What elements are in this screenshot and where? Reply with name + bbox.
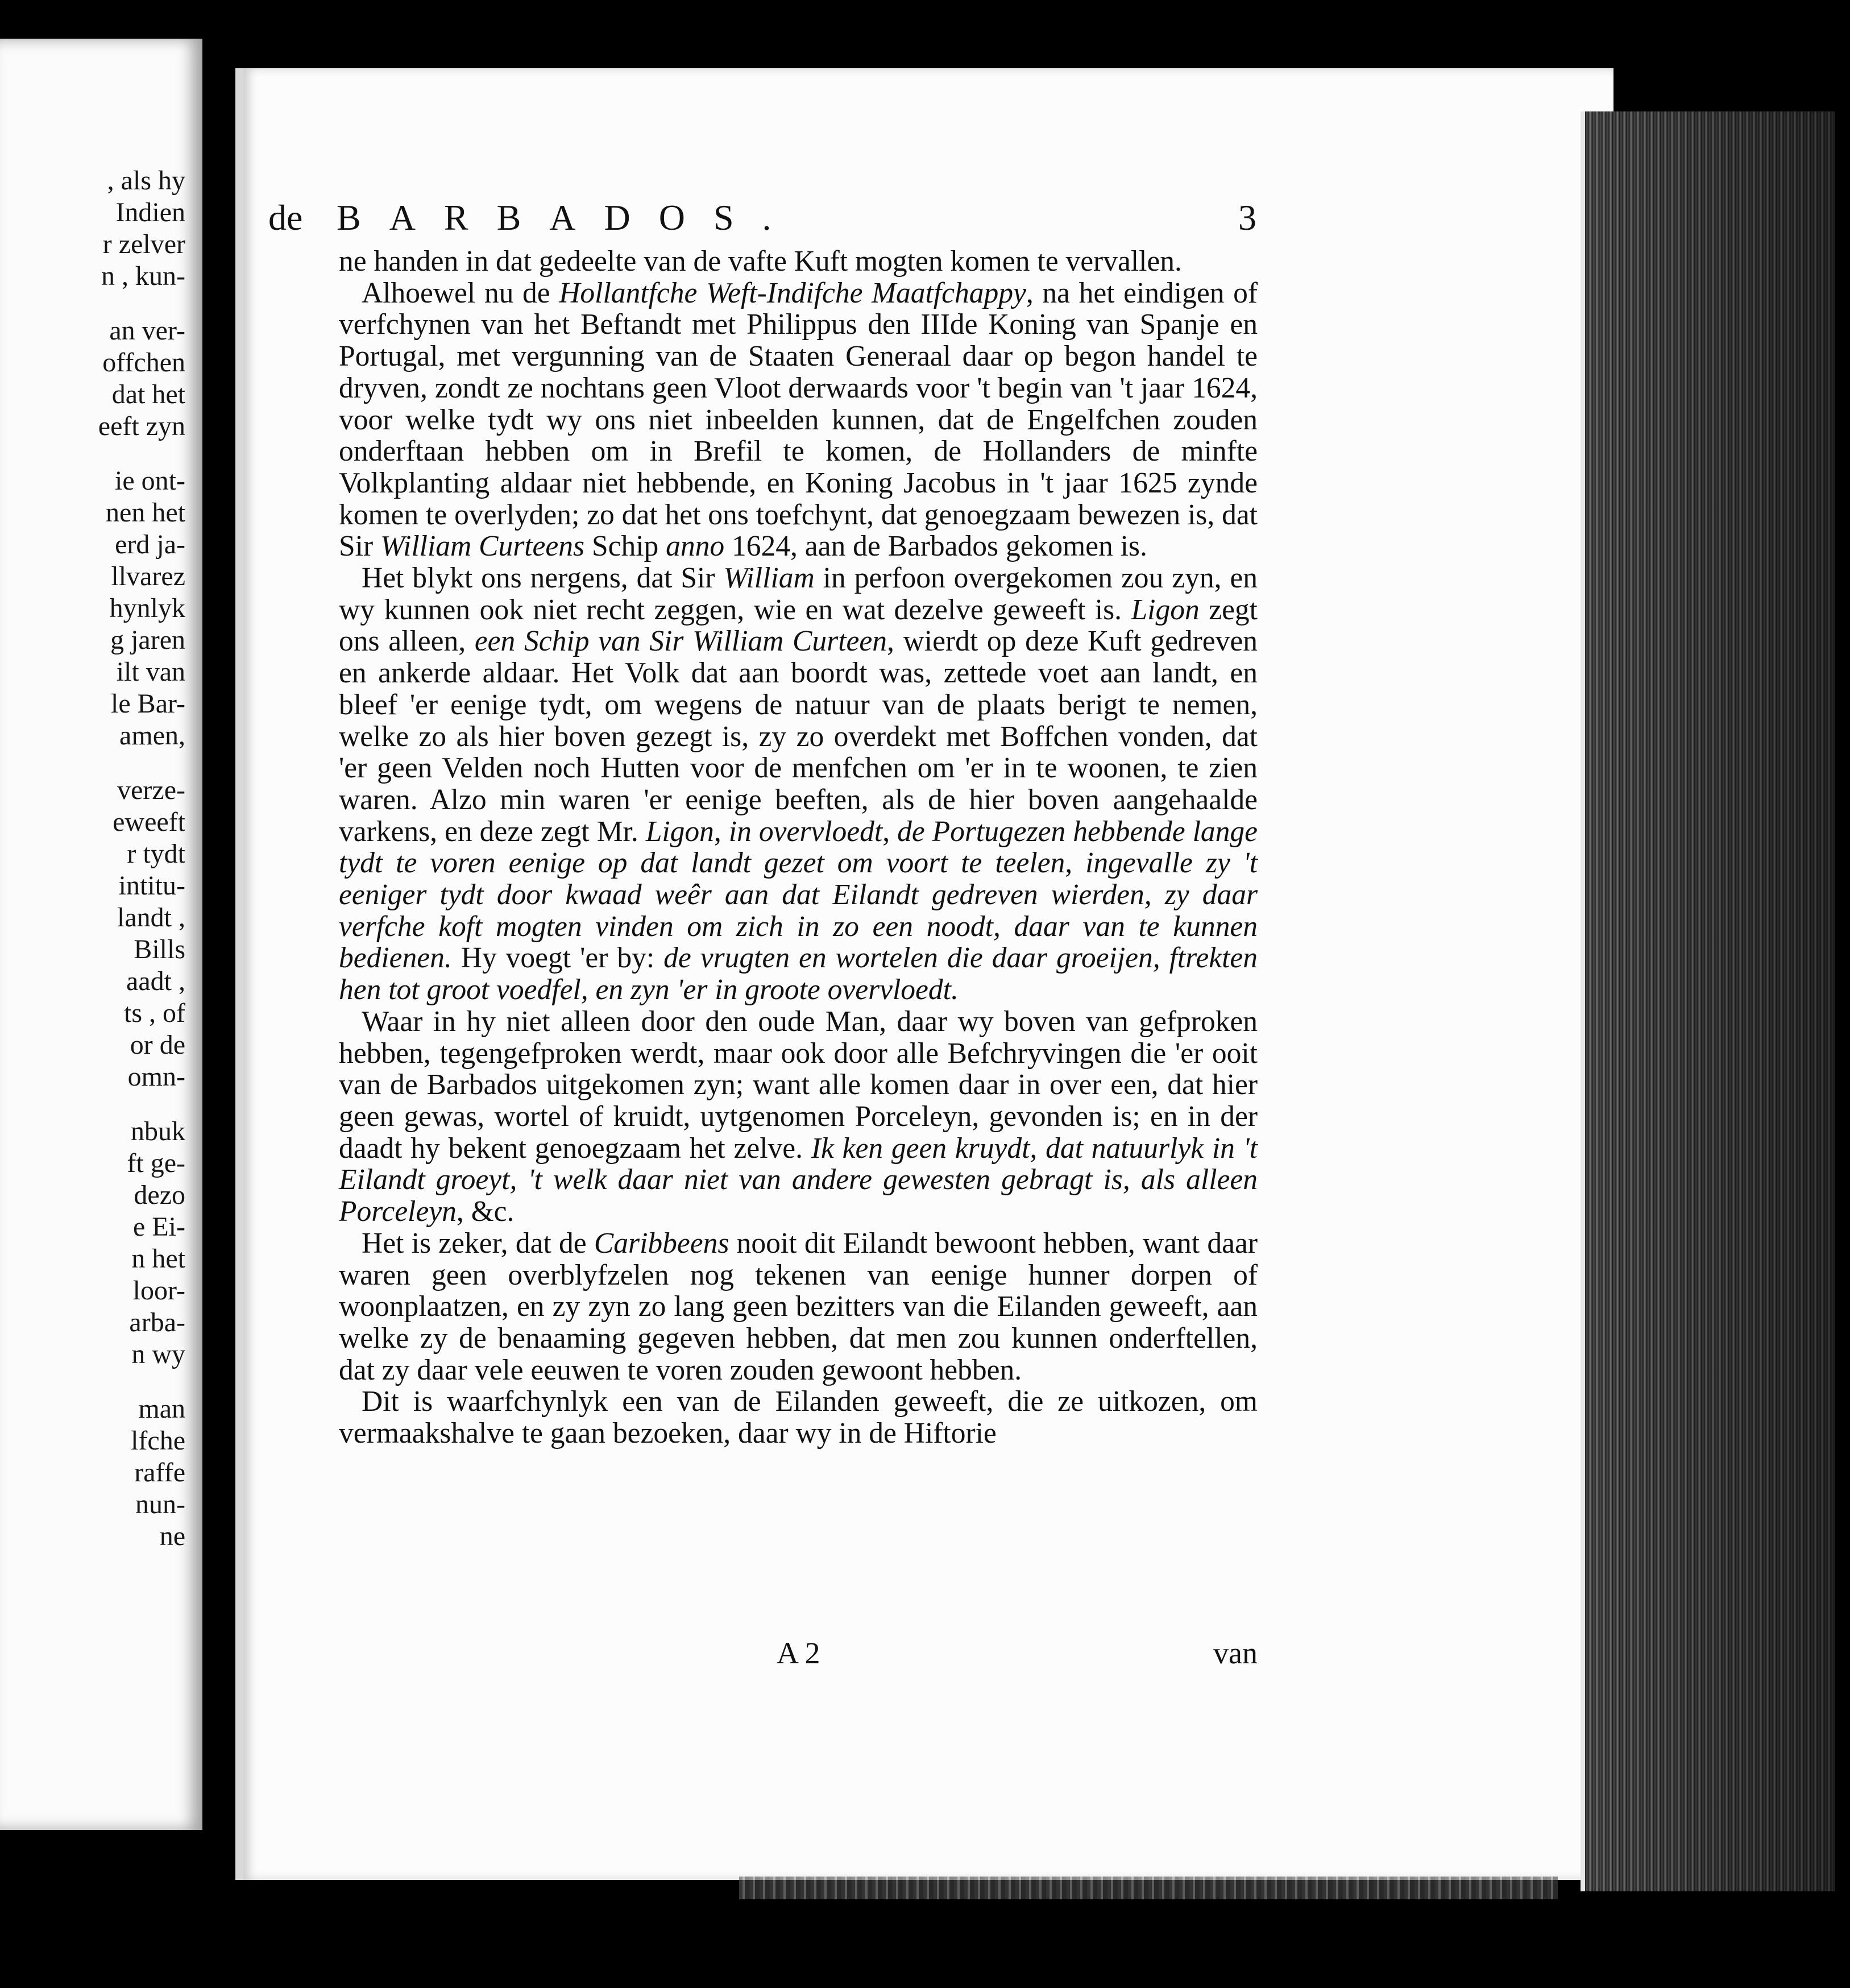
left-page-line: hynlyk bbox=[109, 593, 185, 623]
text-run: , bbox=[882, 815, 898, 848]
left-page-line: omn- bbox=[127, 1062, 185, 1092]
italic-run: Hollantfche Weft-Indifche Maatfchappy bbox=[559, 276, 1026, 309]
left-page-line: , als hy bbox=[107, 165, 185, 196]
left-page-line: raffe bbox=[134, 1457, 185, 1488]
left-page-line: n het bbox=[131, 1244, 185, 1274]
italic-run: anno bbox=[666, 530, 725, 563]
page-footer bbox=[339, 1635, 1258, 1672]
left-page-line: ie ont- bbox=[115, 466, 185, 496]
signature-mark: A 2 bbox=[777, 1636, 820, 1670]
italic-run: William bbox=[723, 562, 815, 595]
paragraph bbox=[339, 1228, 1258, 1386]
left-page-line: intitu- bbox=[118, 871, 185, 901]
body-text bbox=[339, 246, 1258, 1449]
running-head bbox=[268, 197, 1256, 237]
italic-run: de vrugten en wortelen die daar groeijen, ftrekten hen tot groot voedfel, en zyn 'er in groote overvloedt. bbox=[339, 942, 1258, 1007]
paragraph bbox=[339, 1006, 1258, 1228]
text-run: Hy voegt 'er by: bbox=[451, 942, 664, 975]
text-run: ne handen in dat gedeelte van de vafte Kuft mogten komen te vervallen. bbox=[339, 245, 1182, 278]
paragraph bbox=[339, 246, 1258, 278]
book-edge bbox=[1581, 111, 1835, 1891]
left-page-line: n wy bbox=[131, 1339, 185, 1369]
italic-run: Caribbeens bbox=[594, 1227, 729, 1260]
left-page-line: ne bbox=[159, 1521, 185, 1551]
text-run: Het blykt ons nergens, dat Sir bbox=[362, 562, 724, 595]
left-page-line: nen het bbox=[106, 498, 185, 528]
left-page-line: amen, bbox=[119, 720, 185, 751]
left-page-line: lfche bbox=[131, 1426, 185, 1456]
previous-page-fragment bbox=[0, 39, 202, 1830]
left-page-line: or de bbox=[130, 1030, 185, 1060]
left-page-line: g jaren bbox=[110, 625, 185, 655]
left-page-line: nun- bbox=[135, 1489, 185, 1519]
left-page-line: r zelver bbox=[102, 229, 185, 259]
text-run: nooit dit Eilandt bewoont hebben, want daar waren geen overblyfzelen nog tekenen van eenige hunner dorpen of woonplaatzen, en zy zyn zo lang geen bezitters van die Eilanden geweeft, aan welke zy de benaaming gegeven hebben, dat men zou kunnen onderftellen, dat zy daar vele eeuwen te voren zouden gewoont hebben. bbox=[339, 1227, 1258, 1386]
left-page-line: Bills bbox=[134, 934, 185, 964]
left-page-line: dezo bbox=[134, 1180, 185, 1210]
italic-run: in overvloedt bbox=[728, 815, 883, 848]
left-page-line: dat het bbox=[111, 379, 185, 409]
paragraph bbox=[339, 562, 1258, 1006]
italic-run: Ligon bbox=[645, 815, 714, 848]
text-run: , &c. bbox=[456, 1195, 515, 1228]
left-page-line: eeft zyn bbox=[98, 411, 185, 441]
left-page-line: n , kun- bbox=[101, 261, 185, 291]
text-run: Dit is waarfchynlyk een van de Eilanden geweeft, die ze uitkozen, om vermaakshalve te gaan bezoeken, daar wy in de Hiftorie bbox=[339, 1385, 1258, 1450]
left-page-line: e Ei- bbox=[133, 1212, 185, 1242]
italic-run: Ligon bbox=[1131, 593, 1200, 626]
left-page-line: eweeft bbox=[113, 807, 185, 837]
text-run: Schip bbox=[584, 530, 666, 563]
text-run: in perfoon overgekomen zou zyn, en wy kunnen ook niet recht zeggen, wie en wat dezelve geweeft is. bbox=[339, 562, 1258, 626]
left-page-line: aadt , bbox=[126, 966, 185, 996]
italic-run: de Portugezen hebbende lange tydt te voren eenige op dat landt gezet om voort te teelen, ingevalle zy 't eeniger tydt door kwaad weêr aan dat Eilandt gedreven wierden, zy daar verfche koft mogten vinden om zich in zo een noodt, daar van te kunnen bedienen. bbox=[339, 815, 1258, 975]
text-run: , wierdt op deze Kuft gedreven en ankerde aldaar. Het Volk dat aan boordt was, zettede voet aan landt, en bleef 'er eenige tydt, om wegens de natuur van de plaats berigt te nemen, welke zo als hier boven gezegt is, zy zo overdekt met Boffchen vonden, dat 'er geen Velden noch Hutten voor de menfchen om 'er in te woonen, te zien waren. Alzo min waren 'er eenige beeften, als de hier boven aangehaalde varkens, en deze zegt Mr. bbox=[339, 625, 1258, 848]
text-run: Waar in hy niet alleen door den oude Man, daar wy boven van gefproken hebben, tegengefproken werdt, maar ook door alle Befchryvingen die 'er ooit van de Barbados uitgekomen zyn; want alle komen daar in over een, dat hier geen gewas, wortel of kruidt, uytgenomen Porceleyn, gevonden is; en in der daadt hy bekent genoegzaam het zelve. bbox=[339, 1005, 1258, 1165]
left-page-line: man bbox=[138, 1394, 185, 1424]
text-run: Het is zeker, dat de bbox=[362, 1227, 594, 1260]
paragraph bbox=[339, 1386, 1258, 1449]
left-page-line: loor- bbox=[132, 1275, 185, 1306]
paragraph bbox=[339, 278, 1258, 562]
text-run: zegt ons alleen, bbox=[339, 593, 1258, 658]
left-page-line: landt , bbox=[117, 902, 185, 933]
left-page-line: r tydt bbox=[127, 839, 185, 869]
text-run: , na het eindigen of verfchynen van het Beftandt met Philippus den IIIde Koning van Spanje en Portugal, met vergunning van de Staaten Generaal daar op begon handel te dryven, zondt ze nochtans geen Vloot derwaards voor 't begin van 't jaar 1624, voor welke tydt wy ons niet inbeelden kunnen, dat de Engelfchen zouden onderftaan hebben om in Brefil te komen, de Hollanders de minfte Volkplanting aldaar niet hebbende, en Koning Jacobus in 't jaar 1625 zynde komen te overlyden; zo dat het ons toefchynt, dat genoegzaam bewezen is, dat Sir bbox=[339, 276, 1258, 563]
running-head-title: BARBADOS. bbox=[337, 197, 800, 238]
left-page-line: le Bar- bbox=[111, 689, 185, 719]
italic-run: Ik ken geen kruydt, dat natuurlyk in 't Eilandt groeyt, 't welk daar niet van andere gewesten gebragt is, als alleen Porceleyn bbox=[339, 1132, 1258, 1228]
left-page-line: arba- bbox=[129, 1307, 185, 1337]
text-run: , bbox=[714, 815, 729, 848]
text-run: Alhoewel nu de bbox=[362, 276, 559, 309]
text-run: 1624, aan de Barbados gekomen is. bbox=[724, 530, 1147, 563]
left-page-line: an ver- bbox=[109, 316, 185, 346]
page-number: 3 bbox=[1238, 197, 1256, 238]
left-page-line: verze- bbox=[117, 775, 185, 805]
left-page-line: ft ge- bbox=[127, 1148, 185, 1178]
catchword: van bbox=[1213, 1636, 1258, 1670]
italic-run: een Schip van Sir William Curteen bbox=[474, 625, 887, 658]
left-page-line: ts , of bbox=[124, 998, 185, 1028]
left-page-line: llvarez bbox=[111, 561, 185, 591]
left-page-line: Indien bbox=[115, 197, 185, 227]
left-page-line: ilt van bbox=[116, 657, 185, 687]
left-page-line: offchen bbox=[102, 347, 185, 378]
page-bottom-edge bbox=[739, 1877, 1558, 1899]
left-page-line: nbuk bbox=[131, 1116, 185, 1146]
left-page-line: erd ja- bbox=[115, 529, 185, 560]
running-head-prefix: de bbox=[268, 197, 303, 238]
italic-run: William Curteens bbox=[380, 530, 585, 563]
